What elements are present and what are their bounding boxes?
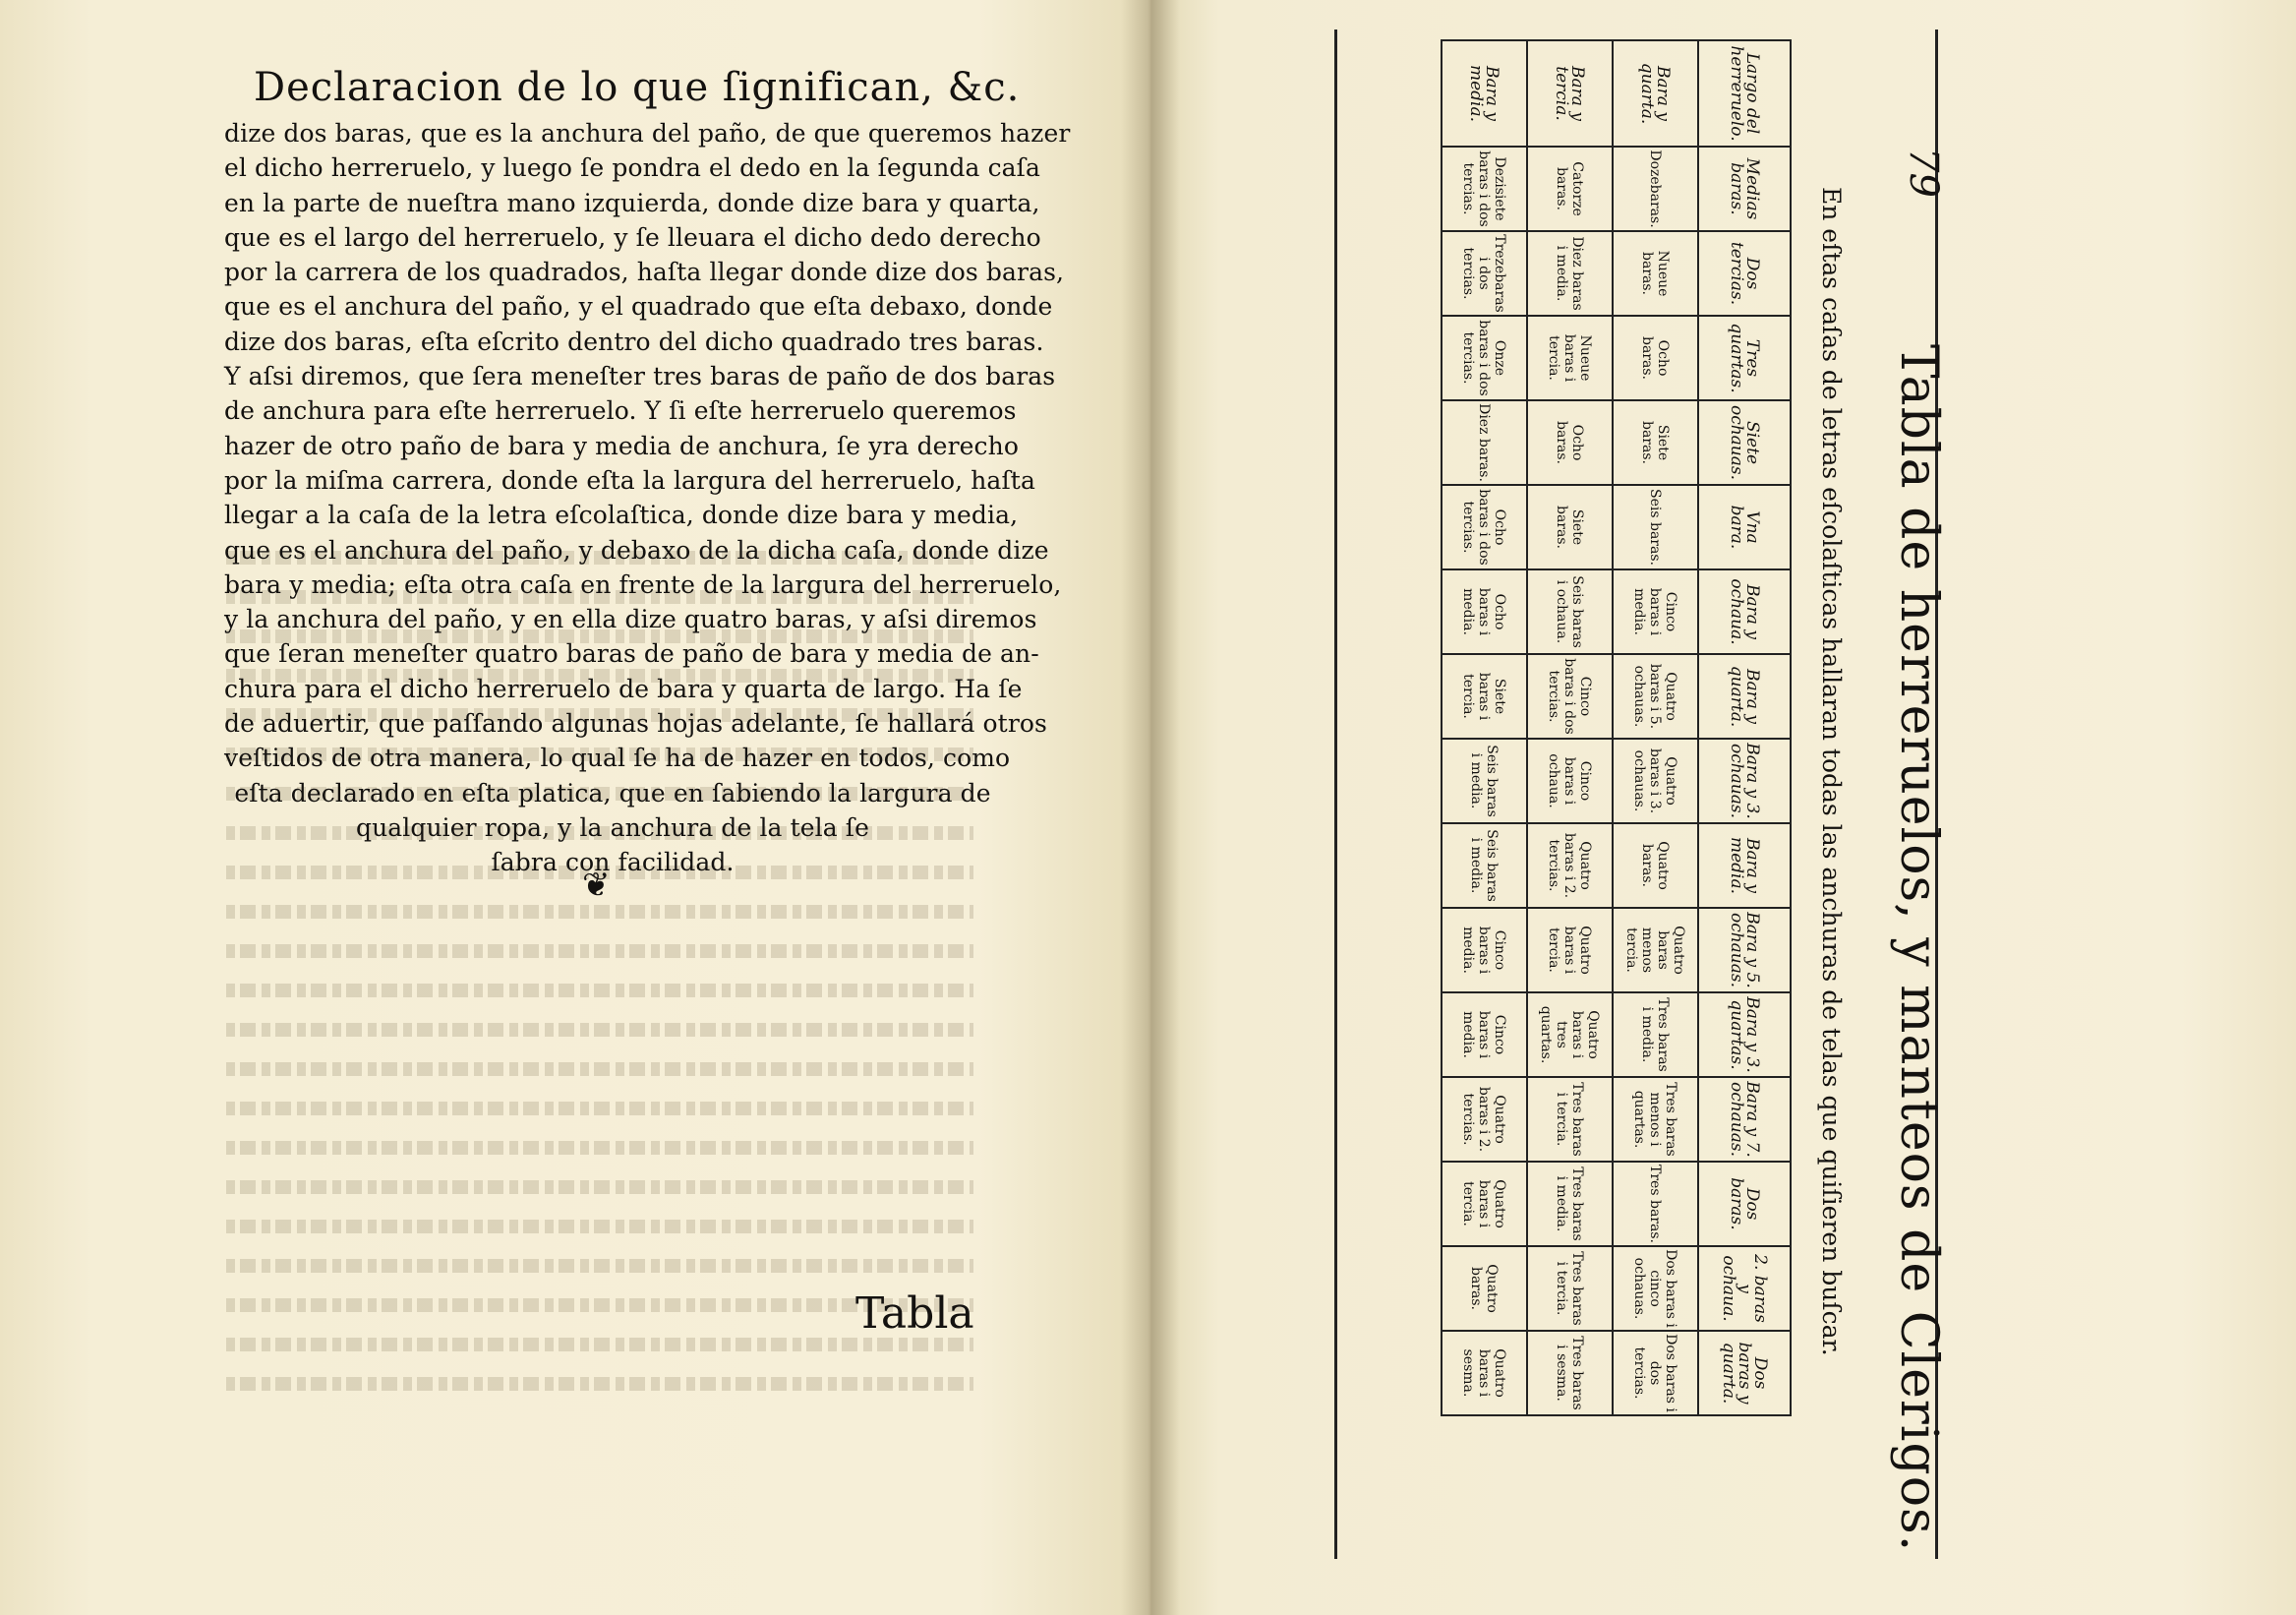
- text-line: en la parte de nueſtra mano izquierda, donde dize bara y quarta,: [224, 188, 1040, 217]
- table-cell: Seis baras i media.: [1442, 739, 1527, 823]
- text-line: por la miſma carrera, donde eſta la largura del herreruelo, haſta: [224, 465, 1035, 495]
- text-line: dize dos baras, que es la anchura del paño, de que queremos hazer: [224, 119, 1071, 148]
- catchword: Tabla: [855, 1288, 974, 1339]
- width-header-cell: Siete ochauas.: [1698, 400, 1791, 485]
- text-line: y la anchura del paño, y en ella dize quatro baras, y aſsi diremos: [224, 605, 1037, 634]
- table-cell: Trezebaras i dos tercias.: [1442, 231, 1527, 316]
- text-line: de anchura para eſte herreruelo. Y ſi eſte herreruelo queremos: [224, 396, 1017, 426]
- text-line: eſta declarado en eſta platica, que en ſabiendo la largura de: [234, 778, 991, 808]
- table-cell: Dos baras i cinco ochauas.: [1613, 1246, 1698, 1331]
- table-cell: Ocho baras i media.: [1442, 569, 1527, 654]
- text-line: que es el anchura del paño, y el quadrado que eſta debaxo, donde: [224, 292, 1053, 322]
- table-cell: Catorze baras.: [1527, 147, 1613, 231]
- row-header-cell: Largo del herreruelo.: [1698, 40, 1791, 147]
- table-cell: Tres baras i tercia.: [1527, 1077, 1613, 1162]
- table-row: [1527, 40, 1613, 1415]
- table-cell: Diez baras i media.: [1527, 231, 1613, 316]
- table-cell: Cinco baras i media.: [1613, 569, 1698, 654]
- table-cell: Tres baras i tercia.: [1527, 1246, 1613, 1331]
- page-number: 79: [1901, 148, 1946, 198]
- table-cell: Tres baras menos i quartas.: [1613, 1077, 1698, 1162]
- width-header-cell: Dos tercias.: [1698, 231, 1791, 316]
- width-header-cell: Bara y 3. ochauas.: [1698, 739, 1791, 823]
- table-cell: Quatro baras i 3. ochauas.: [1613, 739, 1698, 823]
- width-header-cell: Bara y 5. ochauas.: [1698, 908, 1791, 992]
- table-cell: Quatro baras i sesma.: [1442, 1331, 1527, 1415]
- table-cell: Cinco baras i dos tercias.: [1527, 654, 1613, 739]
- text-line: veſtidos de otra manera, lo qual ſe ha de hazer en todos, como: [224, 744, 1011, 773]
- herreruelo-table: [1441, 39, 1792, 1416]
- table-cell: Ocho baras i dos tercias.: [1442, 485, 1527, 569]
- table-title: Tabla de herreruelos, y manteos de Clerigos.: [1889, 344, 1948, 1553]
- width-header-cell: Bara y media.: [1698, 823, 1791, 908]
- page-heading: Declaracion de lo que ſignifican, &c.: [254, 65, 1021, 110]
- text-line: Y aſsi diremos, que ſera meneſter tres baras de paño de dos baras: [224, 362, 1056, 391]
- row-header-cell: Bara y tercia.: [1527, 40, 1613, 147]
- text-line: hazer de otro paño de bara y media de anchura, ſe yra derecho: [224, 431, 1019, 460]
- table-cell: Dezisiete baras i dos tercias.: [1442, 147, 1527, 231]
- table-subtitle: En eſtas caſas de letras eſcolaſticas hallaran todas las anchuras de telas que quiſieren buſcar.: [1817, 187, 1846, 1356]
- text-line: que es el anchura del paño, y debaxo de la dicha caſa, donde dize: [224, 535, 1049, 565]
- text-line: que ſeran meneſter quatro baras de paño de bara y media de an-: [224, 639, 1039, 669]
- rotated-table-block: [1378, 39, 1964, 1553]
- table-cell: Quatro baras i tercia.: [1527, 908, 1613, 992]
- width-header-cell: Dos baras y quarta.: [1698, 1331, 1791, 1415]
- table-cell: Quatro baras menos tercia.: [1613, 908, 1698, 992]
- table-cell: Nueue baras.: [1613, 231, 1698, 316]
- width-header-cell: Bara y 3. quartas.: [1698, 992, 1791, 1077]
- table-cell: Cinco baras i ochaua.: [1527, 739, 1613, 823]
- row-header-cell: Bara y quarta.: [1613, 40, 1698, 147]
- text-line: que es el largo del herreruelo, y ſe lleuara el dicho dedo derecho: [224, 222, 1041, 252]
- width-header-cell: Dos baras.: [1698, 1162, 1791, 1246]
- text-line: qualquier ropa, y la anchura de la tela ſe: [355, 812, 870, 842]
- width-header-cell: Medias baras.: [1698, 147, 1791, 231]
- text-line: chura para el dicho herreruelo de bara y quarta de largo. Ha ſe: [224, 674, 1023, 703]
- table-cell: Tres baras i media.: [1527, 1162, 1613, 1246]
- table-cell: Quatro baras i 2. tercias.: [1442, 1077, 1527, 1162]
- width-header-cell: Bara y quarta.: [1698, 654, 1791, 739]
- left-text-block: [224, 65, 1071, 880]
- text-line: llegar a la caſa de la letra eſcolaſtica, donde dize bara y media,: [224, 501, 1019, 530]
- ornament-fleuron: ❦: [582, 866, 611, 905]
- table-cell: Quatro baras i 5. ochauas.: [1613, 654, 1698, 739]
- width-header-cell: Bara y 7. ochauas.: [1698, 1077, 1791, 1162]
- table-cell: Cinco baras i media.: [1442, 908, 1527, 992]
- table-cell: Cinco baras i media.: [1442, 992, 1527, 1077]
- table-cell: Tres baras i sesma.: [1527, 1331, 1613, 1415]
- table-cell: Siete baras i tercia.: [1442, 654, 1527, 739]
- table-cell: Siete baras.: [1527, 485, 1613, 569]
- table-cell: Onze baras i dos tercias.: [1442, 316, 1527, 400]
- table-cell: Dozebaras.: [1613, 147, 1698, 231]
- width-header-cell: Tres quartas.: [1698, 316, 1791, 400]
- table-cell: Seis baras i media.: [1442, 823, 1527, 908]
- table-cell: Tres baras i media.: [1613, 992, 1698, 1077]
- width-header-cell: Vna bara.: [1698, 485, 1791, 569]
- row-header-cell: Bara y media.: [1442, 40, 1527, 147]
- table-cell: Dos baras i dos tercias.: [1613, 1331, 1698, 1415]
- width-header-cell: 2. baras y ochaua.: [1698, 1246, 1791, 1331]
- text-line: dize dos baras, eſta eſcrito dentro del dicho quadrado tres baras.: [224, 327, 1044, 356]
- table-cell: Quatro baras.: [1442, 1246, 1527, 1331]
- text-line: por la carrera de los quadrados, haſta llegar donde dize dos baras,: [224, 258, 1065, 287]
- width-header-cell: Bara y ochaua.: [1698, 569, 1791, 654]
- table-row: [1613, 40, 1698, 1415]
- table-cell: Siete baras.: [1613, 400, 1698, 485]
- table-cell: Quatro baras i 2. tercias.: [1527, 823, 1613, 908]
- table-cell: Ocho baras.: [1613, 316, 1698, 400]
- frame-rule-left: [1334, 30, 1337, 1559]
- table-cell: Seis baras i ochaua.: [1527, 569, 1613, 654]
- table-cell: Tres baras.: [1613, 1162, 1698, 1246]
- table-cell: Quatro baras.: [1613, 823, 1698, 908]
- table-row: [1698, 40, 1791, 1415]
- text-line: bara y media; eſta otra caſa en frente de la largura del herreruelo,: [224, 569, 1062, 599]
- book-gutter: [1121, 0, 1180, 1615]
- table-cell: Nueue baras i tercia.: [1527, 316, 1613, 400]
- text-line: el dicho herreruelo, y luego ſe pondra el dedo en la ſegunda caſa: [224, 153, 1041, 183]
- table-cell: Quatro baras i tercia.: [1442, 1162, 1527, 1246]
- text-line: ſabra con facilidad.: [491, 848, 735, 877]
- table-row: [1442, 40, 1527, 1415]
- table-cell: Ocho baras.: [1527, 400, 1613, 485]
- text-line: de aduertir, que paſſando algunas hojas adelante, ſe hallará otros: [224, 709, 1047, 739]
- table-cell: Diez baras.: [1442, 400, 1527, 485]
- table-cell: Quatro baras i tres quartas.: [1527, 992, 1613, 1077]
- table-cell: Seis baras.: [1613, 485, 1698, 569]
